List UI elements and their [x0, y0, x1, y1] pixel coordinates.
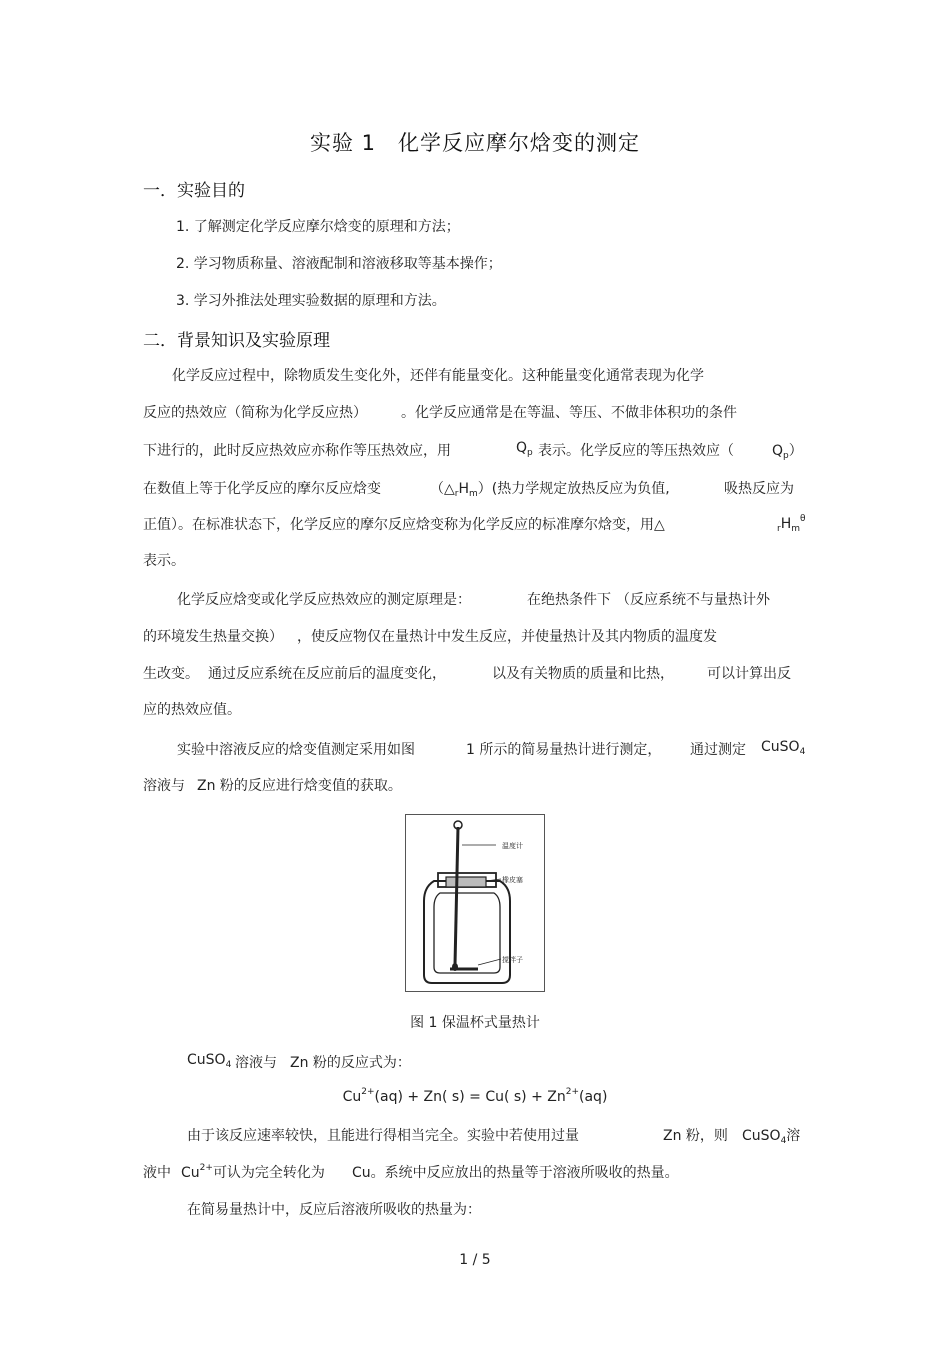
paragraph-text: 正值）。在标准状态下，化学反应的摩尔反应焓变称为化学反应的标准摩尔焓变，用△ [143, 517, 665, 533]
enthalpy-symbol: $(\triangle_rH_m)$(热力学规定放热反应为负值, [430, 481, 670, 499]
paragraph-text: 表示。化学反应的等压热效应（ [538, 443, 734, 459]
paragraph-text: 。化学反应通常是在等温、等压、不做非体积功的条件 [401, 405, 737, 421]
paragraph-text: 吸热反应为 [724, 481, 794, 497]
stopper [446, 877, 486, 887]
label-thermometer: 温度计 [502, 842, 523, 850]
paragraph-text: Zn 粉的反应式为： [290, 1055, 411, 1071]
label-stopper: 橡皮塞 [502, 876, 523, 884]
paragraph-text: 下进行的，此时反应热效应亦称作等压热效应，用 [143, 443, 451, 459]
paragraph-text: 化学反应过程中，除物质发生变化外，还伴有能量变化。这种能量变化通常表现为化学 [172, 368, 704, 384]
cuso4-formula: CuSO$_4$溶 [742, 1128, 801, 1146]
paragraph-text: 生改变。 [143, 666, 199, 682]
paragraph-text: 反应的热效应（简称为化学反应热） [143, 405, 367, 421]
paragraph-text: ，使反应物仅在量热计中发生反应，并使量热计及其内物质的温度发 [297, 629, 717, 645]
vessel-inner [434, 893, 500, 973]
objective-item-3: 3. 学习外推法处理实验数据的原理和方法。 [176, 293, 446, 309]
figure-caption: 图 1 保温杯式量热计 [410, 1015, 540, 1031]
paragraph-text: 的环境发生热量交换） [143, 629, 283, 645]
paragraph-text: 通过测定 [690, 742, 746, 758]
paragraph-text: 溶液与 [235, 1055, 277, 1071]
label-stirrer: 搅拌子 [502, 956, 523, 964]
calorimeter-diagram [406, 815, 544, 991]
objective-item-1: 1. 了解测定化学反应摩尔焓变的原理和方法； [176, 219, 460, 235]
paragraph-text: 表示。 [143, 553, 185, 569]
paragraph-text: 在绝热条件下 [527, 592, 611, 608]
paragraph-text: Zn 粉，则 [663, 1128, 728, 1144]
calorimeter-figure [405, 814, 545, 992]
paragraph-text: Cu。系统中反应放出的热量等于溶液所吸收的热量。 [352, 1165, 679, 1181]
standard-enthalpy-symbol: $_rH_m^\theta$ [777, 514, 806, 534]
paragraph-text: 实验中溶液反应的焓变值测定采用如图 [177, 742, 415, 758]
paragraph-text: 液中 [143, 1165, 171, 1181]
cuso4-formula: CuSO$_4$ [187, 1052, 232, 1070]
paragraph-text: 应的热效应值。 [143, 702, 241, 718]
cu-ion-formula: $Cu^{2+}$可认为完全转化为 [181, 1163, 325, 1181]
paragraph-text: 可以计算出反 [707, 666, 791, 682]
paragraph-text: 溶液与 [143, 778, 185, 794]
paragraph-text: 通过反应系统在反应前后的温度变化， [208, 666, 446, 682]
qp-symbol: $Q_p$） [772, 443, 803, 461]
thermometer [455, 827, 458, 965]
page-number: 1 / 5 [459, 1252, 491, 1268]
paragraph-text: 在数值上等于化学反应的摩尔反应焓变 [143, 481, 381, 497]
section-heading-objectives: 一．实验目的 [143, 181, 245, 201]
page-title: 实验 1 化学反应摩尔焓变的测定 [309, 131, 641, 155]
paragraph-text: 在简易量热计中，反应后溶液所吸收的热量为： [187, 1202, 481, 1218]
paragraph-text: 以及有关物质的质量和比热， [492, 666, 674, 682]
paragraph-text: 化学反应焓变或化学反应热效应的测定原理是： [177, 592, 471, 608]
cuso4-formula: CuSO$_4$ [761, 739, 806, 757]
paragraph-text: 1 所示的简易量热计进行测定， [466, 742, 662, 758]
objective-item-2: 2. 学习物质称量、溶液配制和溶液移取等基本操作； [176, 256, 502, 272]
paragraph-text: 由于该反应速率较快，且能进行得相当完全。实验中若使用过量 [187, 1128, 579, 1144]
paragraph-text: Zn 粉的反应进行焓变值的获取。 [197, 778, 402, 794]
paragraph-text: （反应系统不与量热计外 [616, 592, 770, 608]
qp-symbol: $Q_p$ [516, 440, 533, 458]
reaction-equation: $Cu^{2+}(aq) + Zn$( s) = Cu( $s) + Zn^{2+}(aq)$ [342, 1087, 608, 1105]
section-heading-background: 二．背景知识及实验原理 [143, 331, 330, 351]
